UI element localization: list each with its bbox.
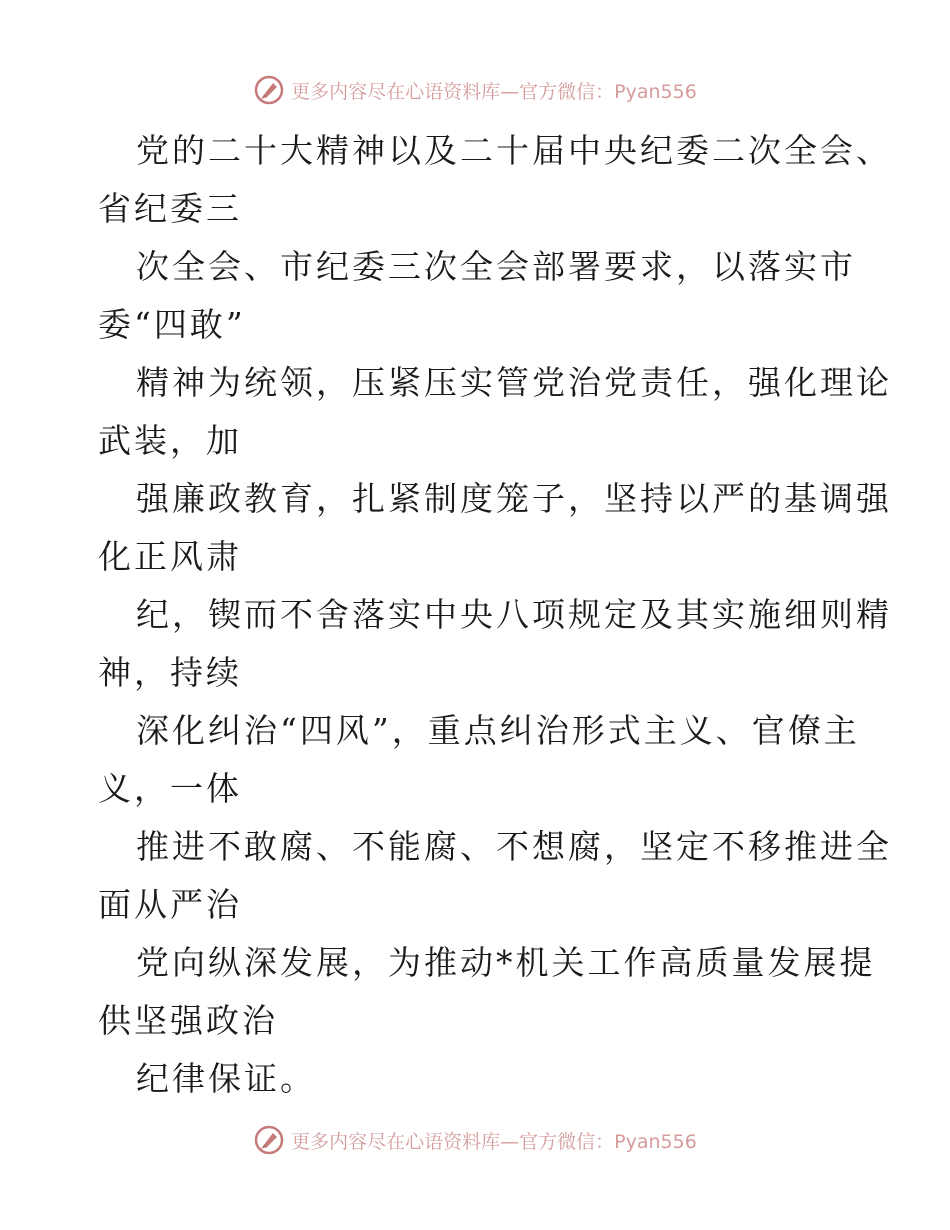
text-line: 次全会、市纪委三次全会部署要求，以落实市 — [136, 247, 856, 286]
text-line: 面从严治 — [98, 885, 242, 924]
watermark-wechat-id: Pyan556 — [614, 80, 697, 103]
text-line: 武装，加 — [98, 421, 242, 460]
text-line: 深化纠治“四风”，重点纠治形式主义、官僚主 — [136, 711, 860, 750]
text-line: 党的二十大精神以及二十届中央纪委二次全会、 — [136, 131, 892, 170]
watermark-wechat-id: Pyan556 — [614, 1130, 697, 1153]
text-line: 委“四敢” — [98, 305, 246, 344]
pen-nib-circle-icon — [253, 1124, 285, 1156]
text-line: 供坚强政治 — [98, 1001, 278, 1040]
text-line: 纪，锲而不舍落实中央八项规定及其实施细则精 — [136, 595, 892, 634]
text-line: 精神为统领，压紧压实管党治党责任，强化理论 — [136, 363, 892, 402]
text-line: 党向纵深发展，为推动*机关工作高质量发展提 — [136, 943, 876, 982]
text-line: 义，一体 — [98, 769, 242, 808]
watermark-text: 更多内容尽在心语资料库—官方微信： — [291, 1130, 615, 1153]
text-line: 省纪委三 — [98, 189, 242, 228]
text-line: 化正风肃 — [98, 537, 242, 576]
watermark-text: 更多内容尽在心语资料库—官方微信： — [291, 80, 615, 103]
pen-nib-circle-icon — [253, 74, 285, 106]
text-line: 推进不敢腐、不能腐、不想腐，坚定不移推进全 — [136, 827, 892, 866]
footer-watermark — [0, 1120, 950, 1160]
header-watermark — [0, 70, 950, 110]
text-line: 神，持续 — [98, 653, 242, 692]
body-text — [98, 122, 892, 1108]
text-line: 纪律保证。 — [136, 1059, 316, 1098]
text-line: 强廉政教育，扎紧制度笼子，坚持以严的基调强 — [136, 479, 892, 518]
